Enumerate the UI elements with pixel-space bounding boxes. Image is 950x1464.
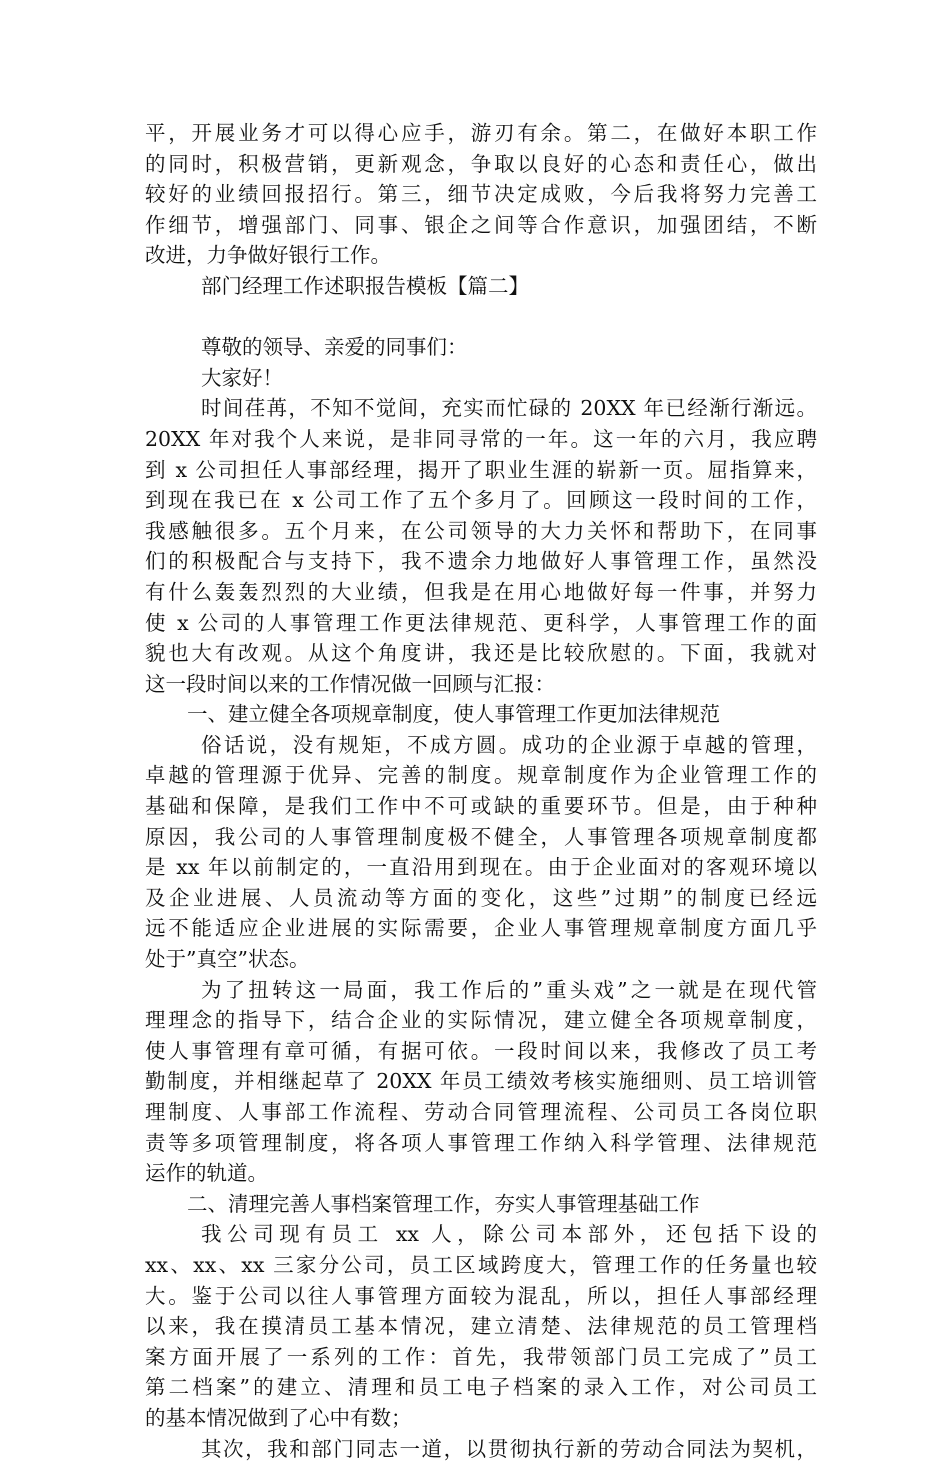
text-line: 理理念的指导下，结合企业的实际情况，建立健全各项规章制度， xyxy=(145,1008,817,1033)
blank-line xyxy=(145,302,817,333)
text-line: 卓越的管理源于优异、完善的制度。规章制度作为企业管理工作的 xyxy=(145,763,817,788)
text-line: 远不能适应企业进展的实际需要，企业人事管理规章制度方面几乎 xyxy=(145,916,817,941)
text-line: 其次，我和部门同志一道，以贯彻执行新的劳动合同法为契机， xyxy=(201,1436,817,1461)
text-line: 使 x 公司的人事管理工作更法律规范、更科学，人事管理工作的面 xyxy=(145,610,817,635)
text-line: xx、xx、xx 三家分公司，员工区域跨度大，管理工作的任务量也较 xyxy=(145,1252,817,1277)
text-line: 作细节，增强部门、同事、银企之间等合作意识，加强团结，不断 xyxy=(145,212,817,237)
text-line: 原因，我公司的人事管理制度极不健全，人事管理各项规章制度都 xyxy=(145,824,817,849)
text-line: 以来，我在摸清员工基本情况，建立清楚、法律规范的员工管理档 xyxy=(145,1314,817,1339)
document-body xyxy=(145,118,817,1464)
text-line: 俗话说，没有规矩，不成方圆。成功的企业源于卓越的管理， xyxy=(201,732,817,757)
greeting: 大家好！ xyxy=(201,365,283,390)
text-line: 理制度、人事部工作流程、劳动合同管理流程、公司员工各岗位职 xyxy=(145,1100,817,1124)
text-line: 案方面开展了一系列的工作：首先，我带领部门员工完成了”员工 xyxy=(145,1344,817,1369)
text-line: 貌也大有改观。从这个角度讲，我还是比较欣慰的。下面，我就对 xyxy=(145,641,817,666)
text-line: 基础和保障，是我们工作中不可或缺的重要环节。但是，由于种种 xyxy=(145,794,817,819)
text-line: 们的积极配合与支持下，我不遗余力地做好人事管理工作，虽然没 xyxy=(145,549,817,574)
text-line: 责等多项管理制度，将各项人事管理工作纳入科学管理、法律规范 xyxy=(145,1130,817,1155)
subsection-heading: 二、清理完善人事档案管理工作，夯实人事管理基础工作 xyxy=(187,1191,700,1216)
text-line: 平，开展业务才可以得心应手，游刃有余。第二，在做好本职工作 xyxy=(145,121,817,145)
text-line: 时间荏苒，不知不觉间，充实而忙碌的 20XX 年已经渐行渐远。 xyxy=(201,396,817,421)
text-line: 20XX 年对我个人来说，是非同寻常的一年。这一年的六月，我应聘 xyxy=(145,426,817,451)
text-line: 及企业进展、人员流动等方面的变化，这些”过期”的制度已经远 xyxy=(145,885,817,910)
text-line: 是 xx 年以前制定的，一直沿用到现在。由于企业面对的客观环境以 xyxy=(145,855,817,880)
text-line: 第二档案”的建立、清理和员工电子档案的录入工作，对公司员工 xyxy=(145,1375,817,1400)
text-line: 大。鉴于公司以往人事管理方面较为混乱，所以，担任人事部经理 xyxy=(145,1283,817,1308)
text-line: 这一段时间以来的工作情况做一回顾与汇报： xyxy=(145,671,555,696)
text-line: 有什么轰轰烈烈的大业绩，但我是在用心地做好每一件事，并努力 xyxy=(145,579,817,604)
text-line: 到 x 公司担任人事部经理，揭开了职业生涯的崭新一页。屈指算来， xyxy=(145,457,817,482)
text-line: 使人事管理有章可循，有据可依。一段时间以来，我修改了员工考 xyxy=(145,1038,817,1063)
text-line: 的基本情况做到了心中有数； xyxy=(145,1405,412,1430)
text-line: 改进，力争做好银行工作。 xyxy=(145,243,391,268)
text-line: 我公司现有员工 xx 人，除公司本部外，还包括下设的 xyxy=(201,1222,817,1247)
text-line: 处于”真空”状态。 xyxy=(145,947,310,972)
text-line: 到现在我已在 x 公司工作了五个多月了。回顾这一段时间的工作， xyxy=(145,488,817,513)
text-line: 运作的轨道。 xyxy=(145,1161,268,1186)
salutation: 尊敬的领导、亲爱的同事们： xyxy=(201,335,468,360)
text-line: 我感触很多。五个月来，在公司领导的大力关怀和帮助下，在同事 xyxy=(145,518,817,543)
subsection-heading: 一、建立健全各项规章制度，使人事管理工作更加法律规范 xyxy=(187,702,720,727)
text-line: 勤制度，并相继起草了 20XX 年员工绩效考核实施细则、员工培训管 xyxy=(145,1069,817,1094)
section-heading: 部门经理工作述职报告模板【篇二】 xyxy=(201,273,529,298)
text-line: 较好的业绩回报招行。第三，细节决定成败，今后我将努力完善工 xyxy=(145,182,817,207)
text-line: 的同时，积极营销，更新观念，争取以良好的心态和责任心，做出 xyxy=(145,151,817,176)
text-line: 为了扭转这一局面，我工作后的”重头戏”之一就是在现代管 xyxy=(201,977,817,1002)
